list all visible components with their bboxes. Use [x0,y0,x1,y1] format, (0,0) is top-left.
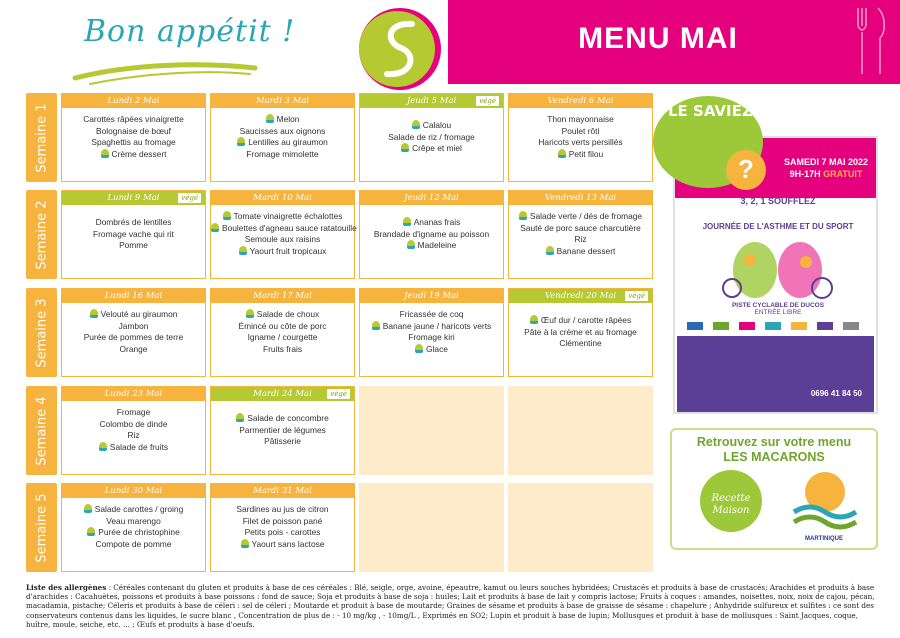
day-card [210,386,355,475]
martinique-label: MARTINIQUE [805,536,843,542]
poster-subtitle: 3, 2, 1 SOUFFLEZ [740,196,816,206]
day-items [62,498,205,550]
empty-day-card [508,386,653,475]
menu-item: Carottes râpées vinaigrette [83,114,184,124]
local-product-icon [246,309,254,318]
menu-item: Compote de pomme [95,538,172,549]
local-product-icon [412,120,420,129]
day-header: Lundi 30 Mai [62,484,205,498]
week-tab-4: Semaine 4 [26,386,57,475]
menu-item: Sauté de porc sauce charcutière [520,222,641,233]
menu-item: Salade de concombre [211,413,354,425]
day-header: Vendredi 6 Mai [509,94,652,108]
day-items [509,303,652,350]
menu-item: Tomate vinaigrette échalottes [211,211,354,223]
day-header: Vendredi 13 Mai [509,191,652,205]
menu-item: Ananas frais [360,217,503,229]
menu-item: Saucisses aux oignons [239,125,326,136]
day-card [61,288,206,377]
local-product-icon [372,321,380,330]
menu-item: Fromage [116,407,151,417]
menu-item: Banane jaune / haricots verts [360,321,503,333]
menu-item: Glace [360,344,503,356]
week-tab-2: Semaine 2 [26,190,57,279]
menu-item: Velouté au giraumon [62,309,205,321]
day-items [62,401,205,453]
day-header: Lundi 23 Mai [62,387,205,401]
menu-item: Purée de pommes de terre [83,332,184,342]
day-card [61,483,206,572]
poster-info-panel [677,336,874,412]
menu-item: Fruits frais [262,343,303,354]
local-product-icon [84,504,92,513]
day-header: Jeudi 19 Mai [360,289,503,303]
day-header: Mardi 17 Mai [211,289,354,303]
greeting: Bon appétit ! [84,14,296,49]
menu-item: Fromage mimolette [246,148,319,159]
macarons-title: Retrouvez sur votre menu LES MACARONS [696,435,852,464]
day-card [508,288,653,377]
local-product-icon [87,527,95,536]
day-card [61,190,206,279]
menu-item: Crêpe et miel [360,143,503,155]
day-header: Mardi 31 Mai [211,484,354,498]
title-banner [448,0,900,84]
page-title: MENU MAI [578,22,738,55]
vege-badge: végé [475,95,500,107]
day-items [211,498,354,550]
day-items [509,205,652,257]
menu-item: Melon [211,114,354,126]
day-items [62,108,205,160]
recette-maison-badge: Recette Maison [700,470,762,532]
day-card [359,190,504,279]
menu-item: Émincé ou côte de porc [238,320,327,331]
local-product-icon [266,114,274,123]
menu-item: Lentilles au giraumon [211,137,354,149]
local-product-icon [101,149,109,158]
menu-item: Petits pois - carottes [244,527,321,537]
day-header: Mardi 24 Mai végé [211,387,354,401]
menu-item: Brandade d'igname au poisson [373,228,490,239]
menu-item: Poulet rôti [561,125,600,136]
local-product-icon [90,309,98,318]
day-items [211,303,354,355]
day-card [359,93,504,182]
day-items [62,205,205,252]
cutlery-icon [854,6,888,76]
day-items [211,108,354,160]
menu-item: Pâtisserie [264,436,301,446]
menu-item: Salade de riz / fromage [388,131,475,142]
day-header: Jeudi 12 Mai [360,191,503,205]
poster-place: PISTE CYCLABLE DE DUCOS ENTRÉE LIBRE [731,302,825,316]
poster-date: SAMEDI 7 MAI 2022 9H-17H GRATUIT [783,157,869,179]
vege-badge: végé [326,388,351,400]
menu-item: Madeleine [360,240,503,252]
menu-item: Parmentier de légumes [239,424,326,435]
menu-item: Yaourt sans lactose [211,539,354,551]
menu-item: Sardines au jus de citron [236,504,329,514]
menu-item: Jambon [118,320,149,331]
menu-item: Purée de christophine [62,527,205,539]
day-card [210,190,355,279]
week-tab-3: Semaine 3 [26,288,57,377]
menu-item: Clémentine [559,338,602,348]
day-items [211,205,357,257]
day-card [508,190,653,279]
local-product-icon [237,137,245,146]
menu-item: Fricassée de coq [399,309,464,319]
day-card [210,288,355,377]
poster-event-title: JOURNÉE DE L'ASTHME ET DU SPORT [702,222,854,231]
menu-item: Dombrés de lentilles [95,217,172,227]
brand-logo-icon [357,6,443,92]
day-header: Vendredi 20 Mai végé [509,289,652,303]
empty-day-card [359,483,504,572]
local-product-icon [99,442,107,451]
menu-item: Salade verte / dés de fromage [509,211,652,223]
macarons-box [670,428,878,550]
local-product-icon [401,143,409,152]
menu-item: Haricots verts persillés [538,137,623,147]
local-product-icon [407,240,415,249]
empty-day-card [359,386,504,475]
menu-item: Pomme [119,240,148,250]
day-items [62,303,205,355]
menu-item: Thon mayonnaise [547,114,614,124]
day-card [61,93,206,182]
poster-bubble-text: LE SAVIEZ-VOUS [668,102,805,120]
menu-item: Salade de fruits [62,442,205,454]
day-card [359,288,504,377]
menu-item: Banane dessert [509,246,652,258]
menu-item: Pâte à la crème et au fromage [524,326,637,337]
day-header: Mardi 3 Mai [211,94,354,108]
header-left [0,0,350,92]
local-product-icon [415,344,423,353]
local-product-icon [519,211,527,220]
menu-item: Petit filou [509,149,652,161]
menu-item: Veau marengo [106,515,161,526]
menu-item: Bolognaise de bœuf [96,125,171,136]
day-header: Lundi 2 Mai [62,94,205,108]
menu-item: Spaghettis au fromage [91,137,176,147]
menu-item: Riz [127,430,140,440]
day-items [211,401,354,448]
local-product-icon [241,539,249,548]
lungs-illustration-icon [710,238,845,300]
local-product-icon [236,413,244,422]
menu-item: Salade de choux [211,309,354,321]
sponsor-logos-icon [683,320,873,332]
vege-badge: végé [624,290,649,302]
day-header: Lundi 9 Mai végé [62,191,205,205]
menu-item: Filet de poisson pané [242,515,323,526]
martinique-logo-icon [790,468,860,538]
day-header: Jeudi 5 Mai végé [360,94,503,108]
menu-item: Fromage vache qui rit [93,228,174,239]
day-card [210,483,355,572]
menu-item: Salade carottes / groing [62,504,205,516]
local-product-icon [223,211,231,220]
day-items [509,108,652,160]
day-items [360,205,503,252]
vege-badge: végé [177,192,202,204]
swoosh-decoration [70,58,260,88]
day-header: Lundi 16 Mai [62,289,205,303]
menu-item: Boulettes d'agneau sauce ratatouille [211,223,354,235]
local-product-icon [211,223,219,232]
menu-item: Riz [574,234,587,244]
menu-item: Semoule aux raisins [244,234,321,244]
local-product-icon [530,315,538,324]
local-product-icon [546,246,554,255]
week-tab-5: Semaine 5 [26,483,57,572]
menu-item: Œuf dur / carotte râpées [509,315,652,327]
menu-item: Crème dessert [62,149,205,161]
empty-day-card [508,483,653,572]
day-items [360,108,503,155]
menu-item: Orange [119,343,148,354]
menu-item: Calalou [360,120,503,132]
menu-item: Colombo de dinde [99,418,168,429]
local-product-icon [239,246,247,255]
menu-item: Yaourt fruit tropicaux [211,246,354,258]
allergens-note: Liste des allergènes : Céréales contenant du gluten et produits à base de ces céréales : Blé, seigle, orge, avoine, épeautre, kamut ou leurs souches hybridées; Crustacés et produits à base de crustacés; Arachides et produits à base d'arachides : Cacahuètes, poissons et produits à base poissons : fond de sauce; Soja et produits à base de soja : huiles; Lait et produits à base de lait y compris lactose; Fruits à coques : amandes, noisettes, noix, noix de cajou, pécan, macadamia, pistache; Céleris et produits à base de céleri : sel de céleri ; Moutarde et produit à base de moutarde; Graines de sésame et produits à base de graisse de sésame : chapelure ; Anhydride sulfureux et sulfites : ce sont des conservateurs contenus dans les liquides, le sucre blanc , Concentration de plus de : - 10 mg/kg , - 10mg/L , Exprimés en SO2; Lupin et produit à base de lupin; Mollusques et produit à base de mollusques : Saint Jacques, coque, huître, moule, seiche, etc. ... ; Œufs et produits à base d'oeufs. [26,583,875,629]
day-card [210,93,355,182]
menu-item: Fromage kiri [408,332,455,342]
menu-item: Igname / courgette [247,332,318,342]
day-card [508,93,653,182]
local-product-icon [558,149,566,158]
week-tab-1: Semaine 1 [26,93,57,182]
question-mark-icon: ? [726,150,766,190]
day-items [360,303,503,355]
poster-phone: 0696 41 84 50 [810,389,862,398]
day-header: Mardi 10 Mai [211,191,354,205]
local-product-icon [403,217,411,226]
day-card [61,386,206,475]
